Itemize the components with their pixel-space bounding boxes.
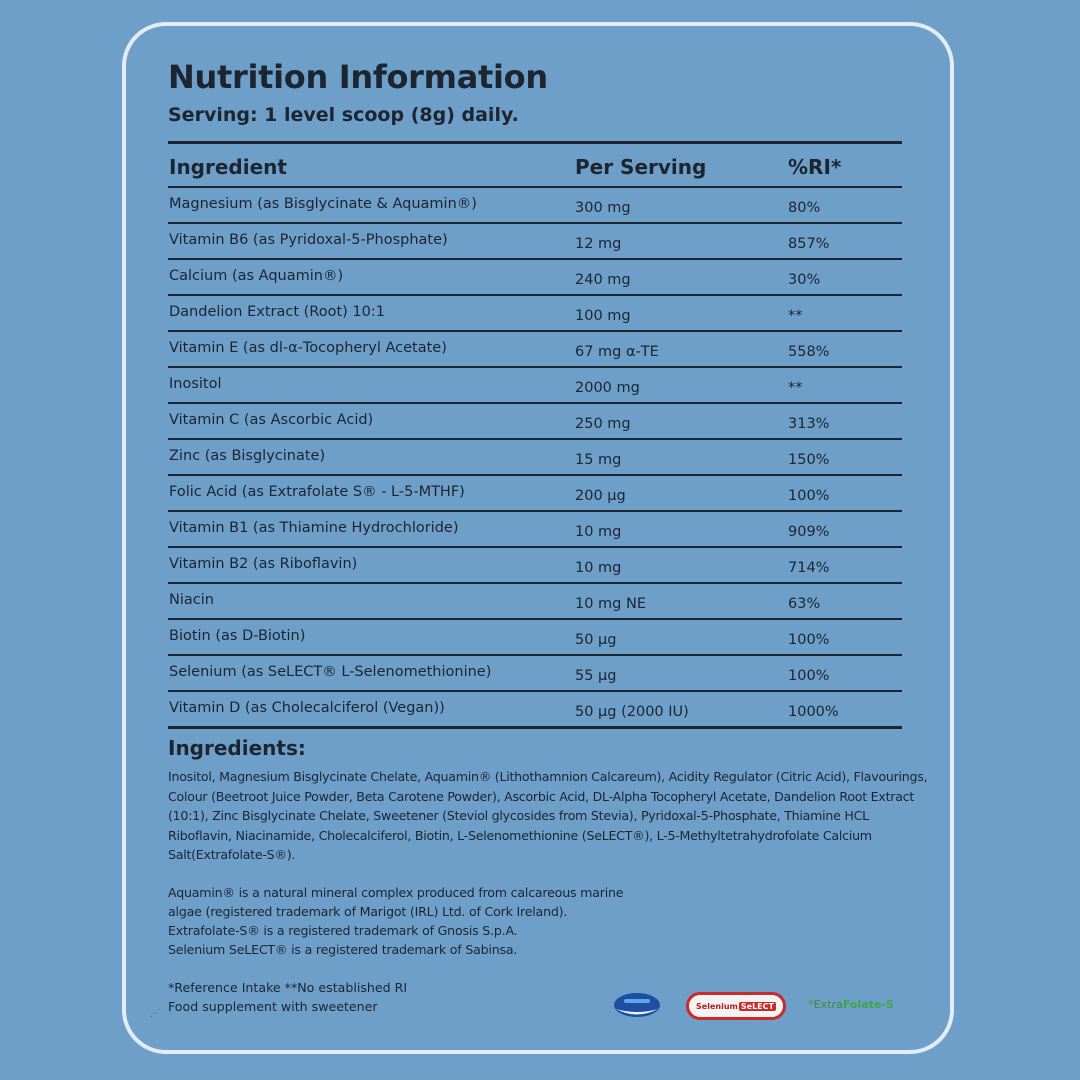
cell-ingredient: Selenium (as SeLECT® L-Selenomethionine) [169,664,492,680]
serving-size: Serving: 1 level scoop (8g) daily. [168,104,519,126]
cell-ri: 313% [788,416,830,432]
extrafolate-prefix: Extra [813,998,843,1011]
cell-ri: 714% [788,560,830,576]
ingredients-heading: Ingredients: [168,736,306,760]
cell-ri: 1000% [788,704,839,720]
select-logo-text: SeLECT [740,1001,774,1011]
cell-ingredient: Vitamin B2 (as Riboflavin) [169,556,358,572]
table-row [168,368,902,404]
trademark-line: Selenium SeLECT® is a registered trademark of Sabinsa. [168,942,518,957]
cell-per-serving: 200 µg [575,488,626,504]
table-row [168,548,902,584]
cell-ri: 909% [788,524,830,540]
footnote-line: *Reference Intake **No established RI [168,980,408,995]
trademark-line: Extrafolate-S® is a registered trademark of Gnosis S.p.A. [168,923,518,938]
cell-per-serving: 50 µg (2000 IU) [575,704,689,720]
cell-per-serving: 10 mg [575,560,622,576]
cell-ri: 100% [788,668,830,684]
selenium-select-logo [686,992,786,1020]
cell-per-serving: 100 mg [575,308,631,324]
cell-ingredient: Biotin (as D-Biotin) [169,628,306,644]
table-row [168,692,902,729]
cell-per-serving: 10 mg [575,524,622,540]
cell-per-serving: 12 mg [575,236,622,252]
cell-per-serving: 300 mg [575,200,631,216]
trademark-line: algae (registered trademark of Marigot (IRL) Ltd. of Cork Ireland). [168,904,568,919]
header-per-serving: Per Serving [575,155,707,179]
cell-per-serving: 15 mg [575,452,622,468]
header-ingredient: Ingredient [169,155,287,179]
table-header [168,144,902,188]
cell-ri: 80% [788,200,821,216]
corner-mark-icon: ⋰ [150,1008,160,1019]
cell-ri: 150% [788,452,830,468]
cell-per-serving: 10 mg NE [575,596,647,612]
cell-ri: 30% [788,272,821,288]
table-row [168,332,902,368]
cell-ingredient: Vitamin D (as Cholecalciferol (Vegan)) [169,700,445,716]
cell-per-serving: 50 µg [575,632,617,648]
cell-ingredient: Folic Acid (as Extrafolate S® - L-5-MTHF) [169,484,465,500]
cell-ri: 857% [788,236,830,252]
ingredients-text: Inositol, Magnesium Bisglycinate Chelate, Aquamin® (Lithothamnion Calcareum), Acidity Regulator (Citric Acid), Flavourings, Colour (Beetroot Juice Powder, Beta Carotene Powder), Ascorbic Acid, DL-Alpha Tocopheryl Acetate, Dandelion Root Extract (10:1), Zinc Bisglycinate Chelate, Sweetener (Steviol glycosides from Stevia), Pyridoxal-5-Phosphate, Thiamine HCL Riboflavin, Niacinamide, Cholecalciferol, Biotin, L-Selenomethionine (SeLECT®), L-5-Methyltetrahydrofolate Calcium Salt(Extrafolate-S®). [168,769,928,862]
header-ri: %RI* [788,155,842,179]
cell-per-serving: 55 µg [575,668,617,684]
trademark-notes [168,883,768,959]
extrafolate-logo [808,998,894,1011]
table-row [168,656,902,692]
cell-ingredient: Calcium (as Aquamin®) [169,268,344,284]
cell-ingredient: Vitamin E (as dl-α-Tocopheryl Acetate) [169,340,447,356]
cell-ingredient: Magnesium (as Bisglycinate & Aquamin®) [169,196,477,212]
selenium-logo-text: Selenium [696,1001,738,1011]
cell-per-serving: 240 mg [575,272,631,288]
footnotes [168,978,407,1016]
page-title: Nutrition Information [168,58,548,96]
trademark-line: Aquamin® is a natural mineral complex produced from calcareous marine [168,885,624,900]
cell-ri: 63% [788,596,821,612]
cell-ingredient: Zinc (as Bisglycinate) [169,448,326,464]
cell-ingredient: Vitamin B1 (as Thiamine Hydrochloride) [169,520,459,536]
table-row [168,440,902,476]
table-row [168,620,902,656]
cell-ingredient: Vitamin B6 (as Pyridoxal-5-Phosphate) [169,232,448,248]
table-row [168,476,902,512]
cell-ingredient: Niacin [169,592,214,608]
extrafolate-main: Folate-S [842,998,894,1011]
table-row [168,296,902,332]
cell-ri: ** [788,308,803,324]
table-body [168,188,902,729]
cell-ri: 100% [788,488,830,504]
table-row [168,224,902,260]
table-row [168,404,902,440]
cell-ingredient: Inositol [169,376,222,392]
cell-per-serving: 2000 mg [575,380,640,396]
cell-per-serving: 250 mg [575,416,631,432]
cell-ingredient: Vitamin C (as Ascorbic Acid) [169,412,374,428]
cell-ri: ** [788,380,803,396]
cell-ri: 100% [788,632,830,648]
cell-per-serving: 67 mg α-TE [575,344,659,360]
cell-ri: 558% [788,344,830,360]
footnote-line: Food supplement with sweetener [168,999,378,1014]
cell-ingredient: Dandelion Extract (Root) 10:1 [169,304,385,320]
extrafolate-star-icon: * [808,998,814,1011]
table-row [168,584,902,620]
aquamin-logo-icon [612,990,662,1020]
table-row [168,260,902,296]
nutrition-table [168,141,902,729]
table-row [168,512,902,548]
table-row [168,188,902,224]
